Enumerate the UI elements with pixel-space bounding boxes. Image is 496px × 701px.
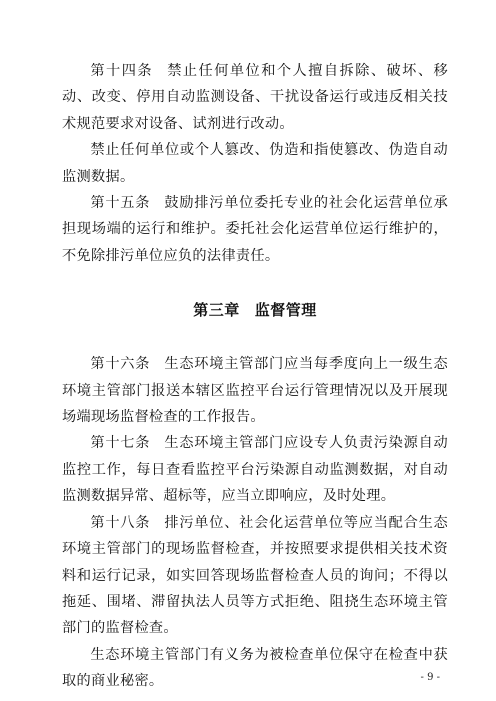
chapter-title: 监督管理 <box>254 301 317 320</box>
article-14-paragraph-2: 禁止任何单位或个人篡改、伪造和指使篡改、伪造自动监测数据。 <box>62 142 448 185</box>
article-17-label: 第十七条 <box>90 435 151 452</box>
article-15-text: 鼓励排污单位委托专业的社会化运营单位承担现场端的运行和维护。委托社会化运营单位运行维护的，不免除排污单位应负的法律责任。 <box>62 195 449 264</box>
document-page <box>62 58 448 695</box>
article-18 <box>62 510 448 642</box>
article-18-paragraph-2: 生态环境主管部门有义务为被检查单位保守在检查中获取的商业秘密。 <box>62 646 448 690</box>
article-16-label: 第十六条 <box>90 356 151 373</box>
chapter-heading <box>62 299 448 321</box>
article-14-text: 禁止任何单位和个人擅自拆除、破坏、移动、改变、停用自动监测设备、干扰设备运行或违反相关技术规范要求对设备、试剂进行改动。 <box>62 63 448 132</box>
page-number: - 9 - <box>420 672 440 683</box>
article-17-text: 生态环境主管部门应设专人负责污染源自动监控工作，每日查看监控平台污染源自动监测数据，对自动监测数据异常、超标等，应当立即响应，及时处理。 <box>62 435 449 505</box>
article-17 <box>62 430 448 509</box>
article-16 <box>62 351 448 430</box>
article-18-label: 第十八条 <box>90 514 151 531</box>
article-14 <box>62 58 448 137</box>
article-15 <box>62 190 448 269</box>
article-14-label: 第十四条 <box>90 63 154 79</box>
chapter-number: 第三章 <box>193 301 240 320</box>
article-16-text: 生态环境主管部门应当每季度向上一级生态环境主管部门报送本辖区监控平台运行管理情况以及开展现场端现场监督检查的工作报告。 <box>62 356 449 426</box>
article-15-label: 第十五条 <box>90 195 151 212</box>
article-18-text: 排污单位、社会化运营单位等应当配合生态环境主管部门的现场监督检查，并按照要求提供相关技术资料和运行记录，如实回答现场监督检查人员的询问；不得以拖延、围堵、滞留执法人员等方式拒绝、阻挠生态环境主管部门的监督检查。 <box>62 514 449 637</box>
